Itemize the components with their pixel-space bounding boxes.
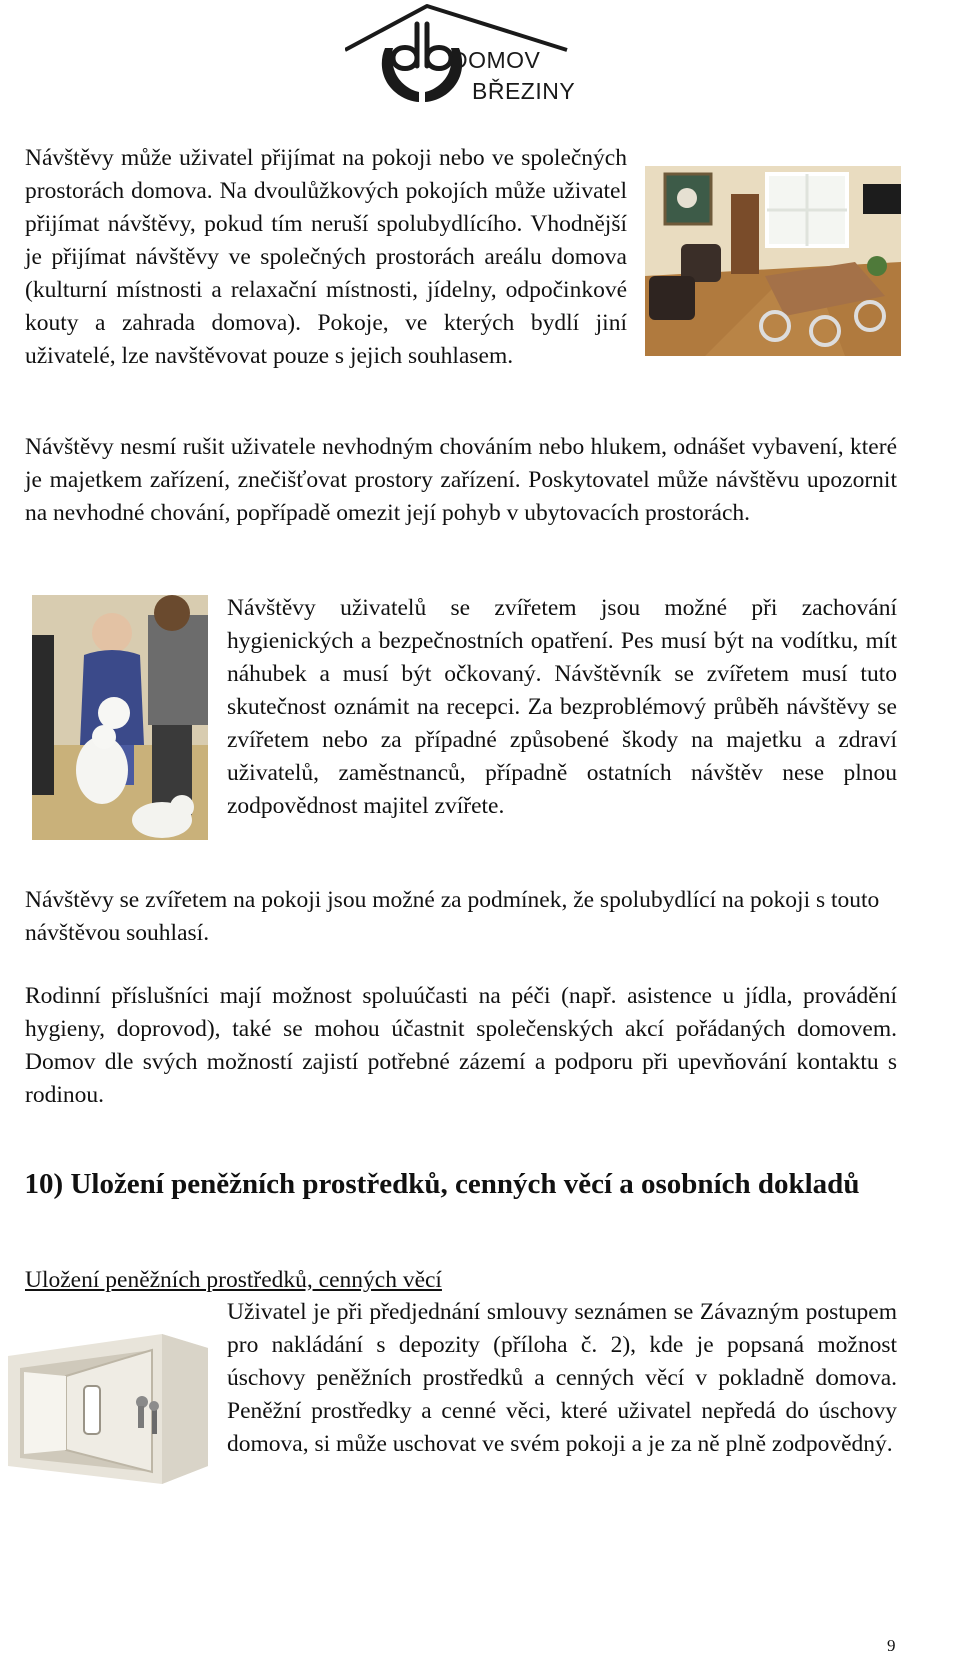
- section-heading-valuables: 10) Uložení peněžních prostředků, cenných věcí a osobních dokladů: [24, 1168, 860, 1200]
- logo: [345, 2, 625, 114]
- photo-common-room: [645, 166, 901, 356]
- photo-dog-visit: [32, 595, 208, 840]
- logo-text-breziny: BŘEZINY: [472, 78, 576, 104]
- paragraph-family-care: Rodinní příslušníci mají možnost spoluúčasti na péči (např. asistence u jídla, provádění hygieny, doprovod), také se mohou účastnit společenských akcí pořádaných domovem. Domov dle svých možností zajistí potřebné zázemí a podporu při upevňování kontaktu s rodinou.: [25, 983, 897, 1108]
- logo-text-domov: DOMOV: [451, 47, 541, 73]
- paragraph-visits-animals: Návštěvy uživatelů se zvířetem jsou možné při zachování hygienických a bezpečnostních opatření. Pes musí být na vodítku, mít náhubek a musí být očkovaný. Návštěvník se zvířetem musí tuto skutečnost oznámit na recepci. Za bezproblémový průběh návštěvy se zvířetem nebo za případné způsobené škody na majetku a zdraví uživatelů, zaměstnanců, případně ostatních návštěv nese plnou zodpovědnost majitel zvířete.: [227, 595, 897, 819]
- paragraph-visits-rooms: Návštěvy může uživatel přijímat na pokoji nebo ve společných prostorách domova. Na dvoulůžkových pokojích může uživatel přijímat návštěvy, pokud tím neruší spolubydlícího. Vhodnější je přijímat návštěvy ve společných prostorách areálu domova (kulturní místnosti a relaxační místnosti, jídelny, odpočinkové kouty a zahrada domova). Pokoje, ve kterých bydlí jiní uživatelé, lze navštěvovat pouze s jejich souhlasem.: [25, 145, 627, 369]
- subheading-money-valuables: Uložení peněžních prostředků, cenných věcí: [25, 1267, 442, 1293]
- photo-safe: [2, 1326, 210, 1486]
- paragraph-deposits: Uživatel je při předjednání smlouvy seznámen se Závazným postupem pro nakládání s depozity (příloha č. 2), kde je popsaná možnost úschovy peněžních prostředků a cenných věcí v pokladně domova. Peněžní prostředky a cenné věci, které uživatel nepředá do úschovy domova, si může uschovat ve svém pokoji a je za ně plně zodpovědný.: [227, 1299, 897, 1457]
- paragraph-animals-in-room: Návštěvy se zvířetem na pokoji jsou možné za podmínek, že spolubydlící na pokoji s touto návštěvou souhlasí.: [25, 887, 880, 946]
- paragraph-visits-rules: Návštěvy nesmí rušit uživatele nevhodným chováním nebo hlukem, odnášet vybavení, které je majetkem zařízení, znečišťovat prostory zařízení. Poskytovatel může návštěvu upozornit na nevhodné chování, popřípadě omezit její pohyb v ubytovacích prostorách.: [25, 434, 897, 526]
- page-number: 9: [887, 1636, 896, 1655]
